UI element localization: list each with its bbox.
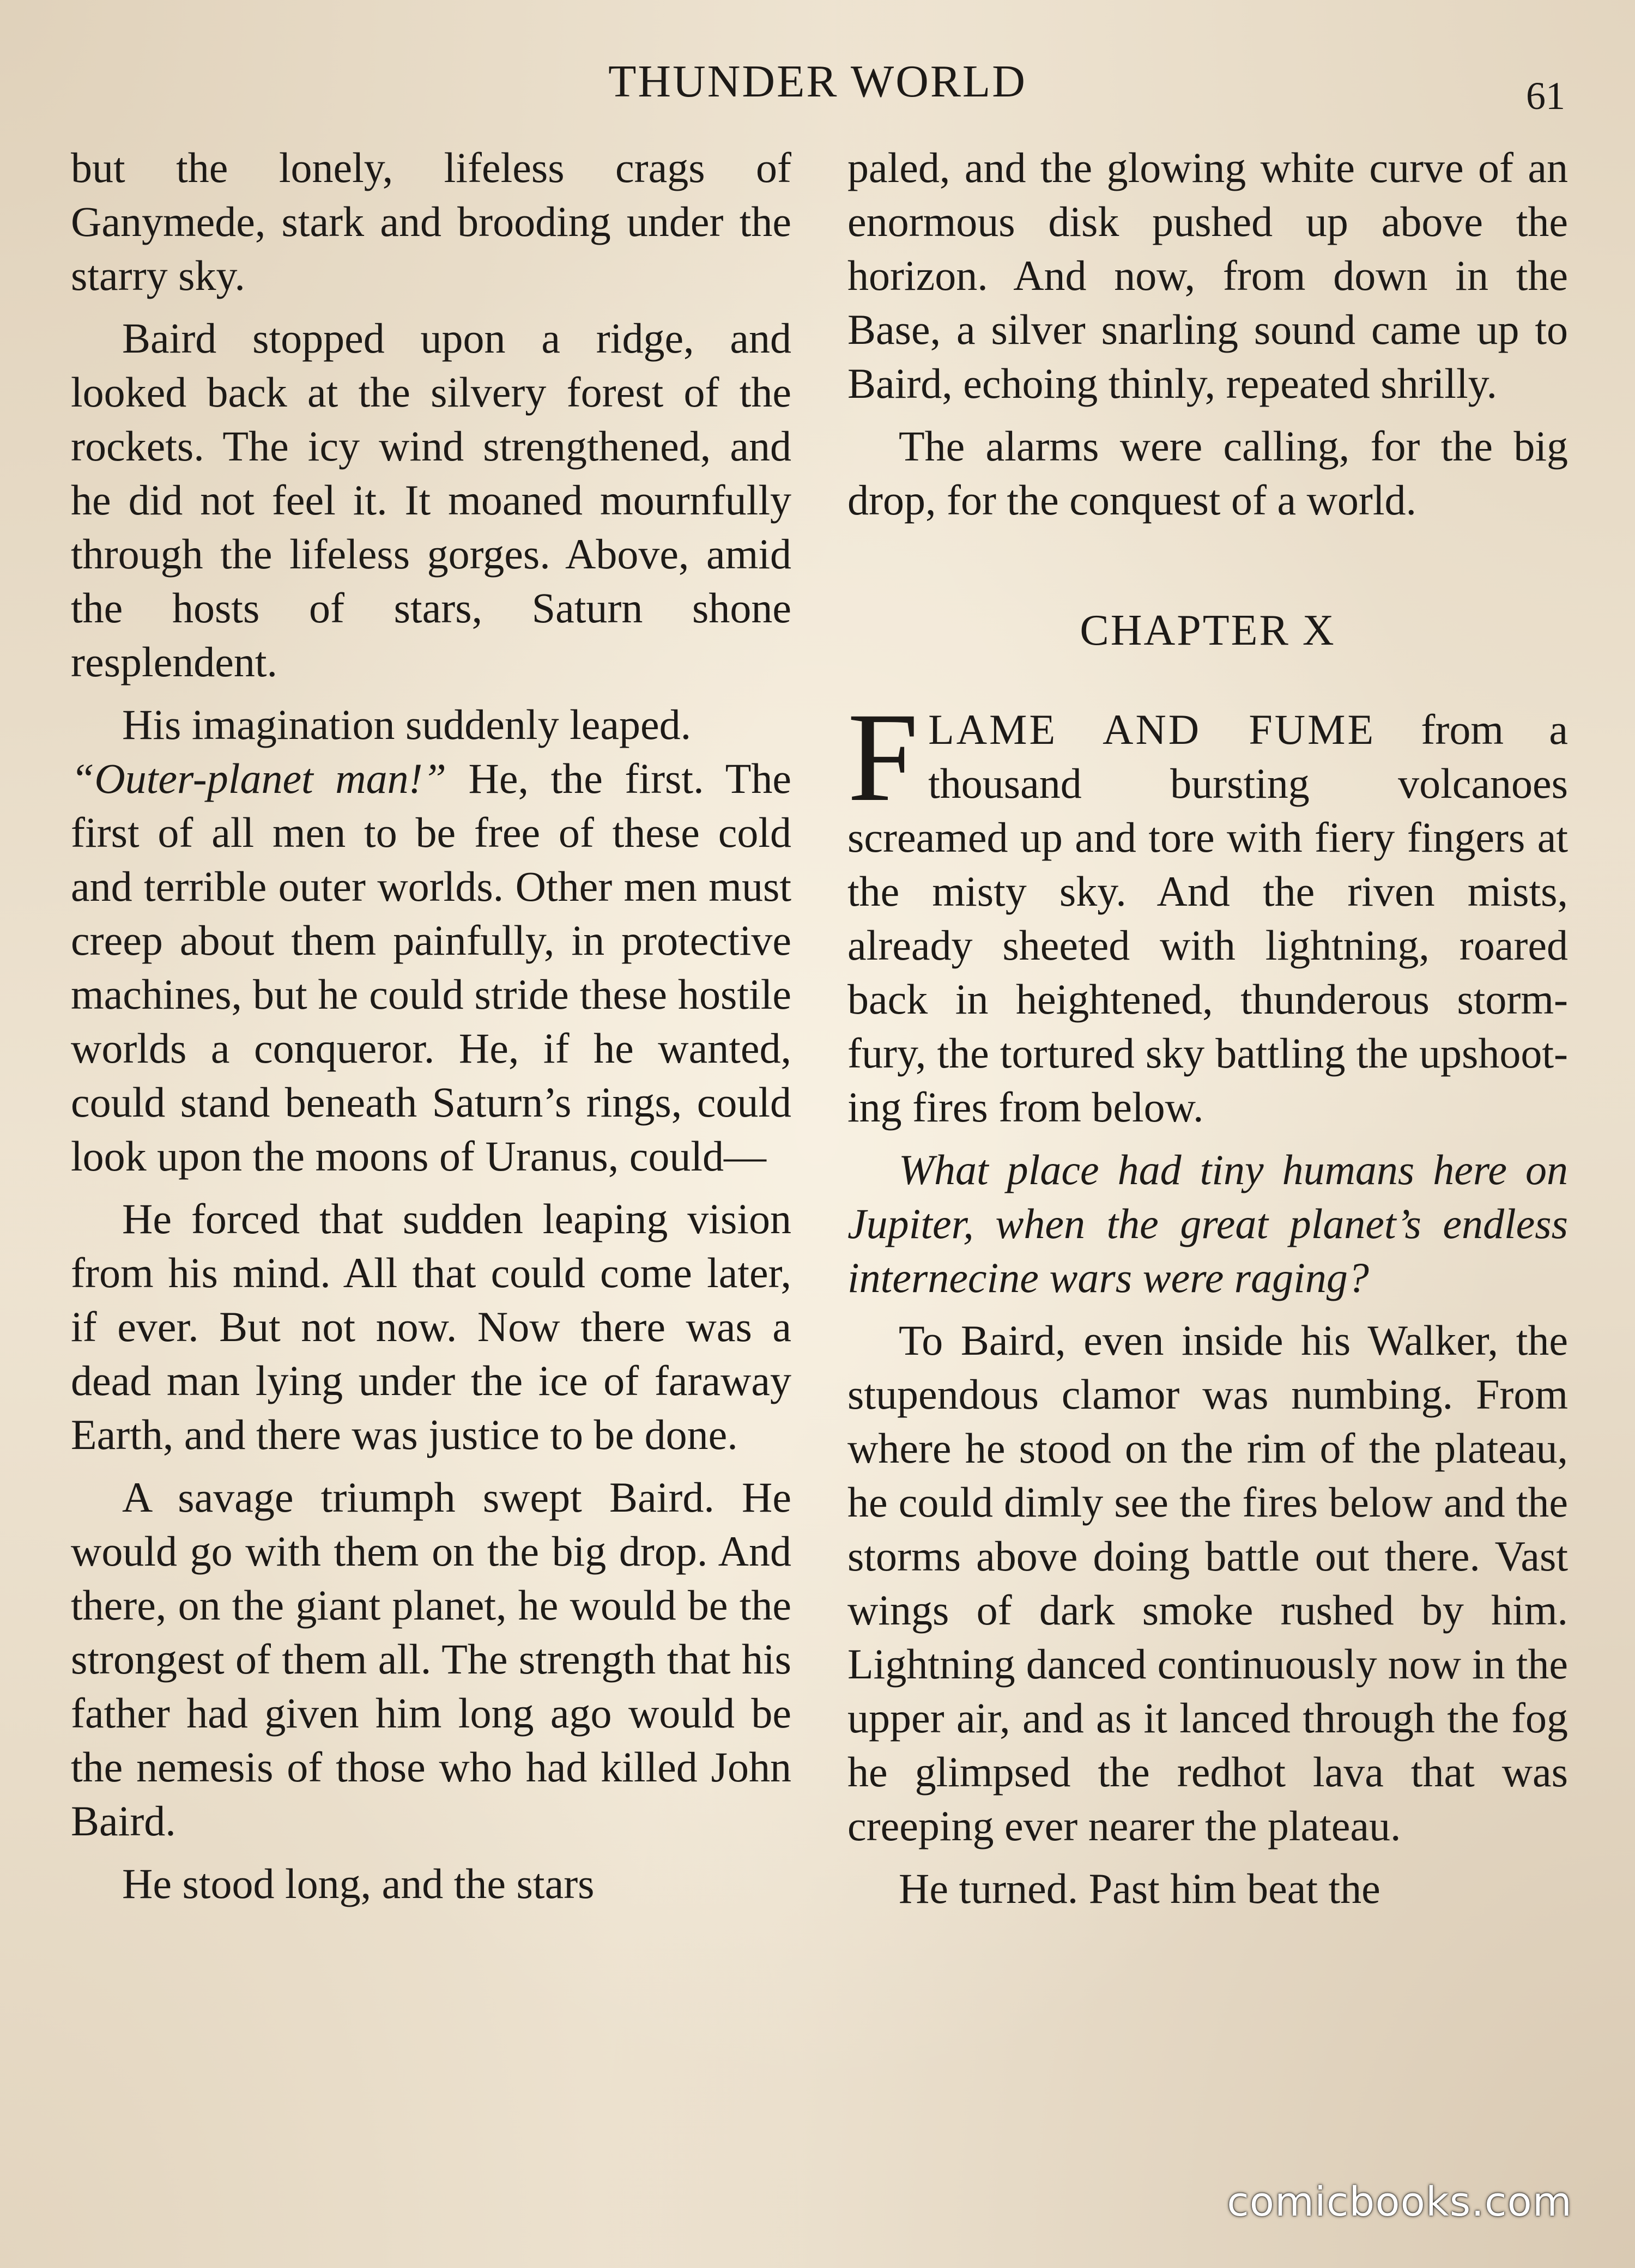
drop-cap: F: [847, 686, 919, 828]
small-caps-lead: LAME AND FUME: [928, 706, 1376, 753]
paragraph: He turned. Past him beat the: [899, 1865, 1380, 1912]
paragraph: He forced that sudden leaping vision from his mind. All that could come later, if ever. But not now. Now there was a dead man lying under the ice of faraway Earth, and there was justice to be done.: [71, 1195, 791, 1458]
italic-paragraph: What place had tiny humans here on Jupiter, when the great planet’s endless internecine wars were raging?: [847, 1146, 1568, 1301]
running-head: THUNDER WORLD: [608, 56, 1027, 107]
paragraph-text: His imagination suddenly leaped.: [122, 701, 692, 748]
left-column: [71, 141, 791, 1919]
paragraph: Baird stopped upon a ridge, and looked back at the silvery forest of the rockets. The icy wind strengthened, and he did not feel it. It moaned mournfully through the lifeless gorges. Above, amid the hosts of stars, Saturn shone resplendent.: [71, 314, 791, 686]
paragraph: A savage triumph swept Baird. He would go with them on the big drop. And there, on the giant planet, he would be the strongest of them all. The strength that his father had given him long ago would be the nemesis of those who had killed John Baird.: [71, 1473, 791, 1845]
paragraph: but the lonely, lifeless crags of Ganymede, stark and brooding under the starry sky.: [71, 144, 791, 299]
page-number: 61: [1526, 74, 1565, 118]
paragraph: To Baird, even inside his Walker, the stupendous clamor was numbing. From where he stood on the rim of the plateau, he could dimly see the fires below and the storms above doing battle out there. Vast wings of dark smoke rushed by him. Lightning danced continuously now in the upper air, and as it lanced through the fog he glimpsed the redhot lava that was creeping ever nearer the plateau.: [847, 1317, 1568, 1849]
watermark: comicbooks.com: [1227, 2179, 1572, 2225]
paragraph: The alarms were calling, for the big drop, for the conquest of a world.: [847, 422, 1568, 524]
paragraph: He stood long, and the stars: [122, 1860, 595, 1907]
italic-quote: “Outer-planet man!”: [71, 755, 446, 802]
right-column: [847, 141, 1568, 1924]
paragraph: [847, 686, 1568, 1134]
paragraph: [71, 698, 791, 1183]
chapter-heading: CHAPTER X: [1080, 607, 1336, 654]
paragraph: paled, and the glowing white curve of an enormous disk pushed up above the horizon. And now, from down in the Base, a silver snarling sound came up to Baird, echoing thinly, repeated shrilly.: [847, 144, 1568, 407]
paragraph-text: from a thousand bursting volcanoes screamed up and tore with fiery fingers at the misty sky. And the riven mists, already sheeted with lightning, roared back in heightened, thunderous storm-fury, the tortured sky battling the upshooting fires from below.: [847, 706, 1568, 1131]
paragraph-text: He, the first. The first of all men to be free of these cold and terrible outer worlds. Other men must creep about them painfully, in protective machines, but he could stride these hostile worlds a conqueror. He, if he wanted, could stand beneath Saturn’s rings, could look upon the moons of Uranus, could—: [71, 755, 791, 1180]
